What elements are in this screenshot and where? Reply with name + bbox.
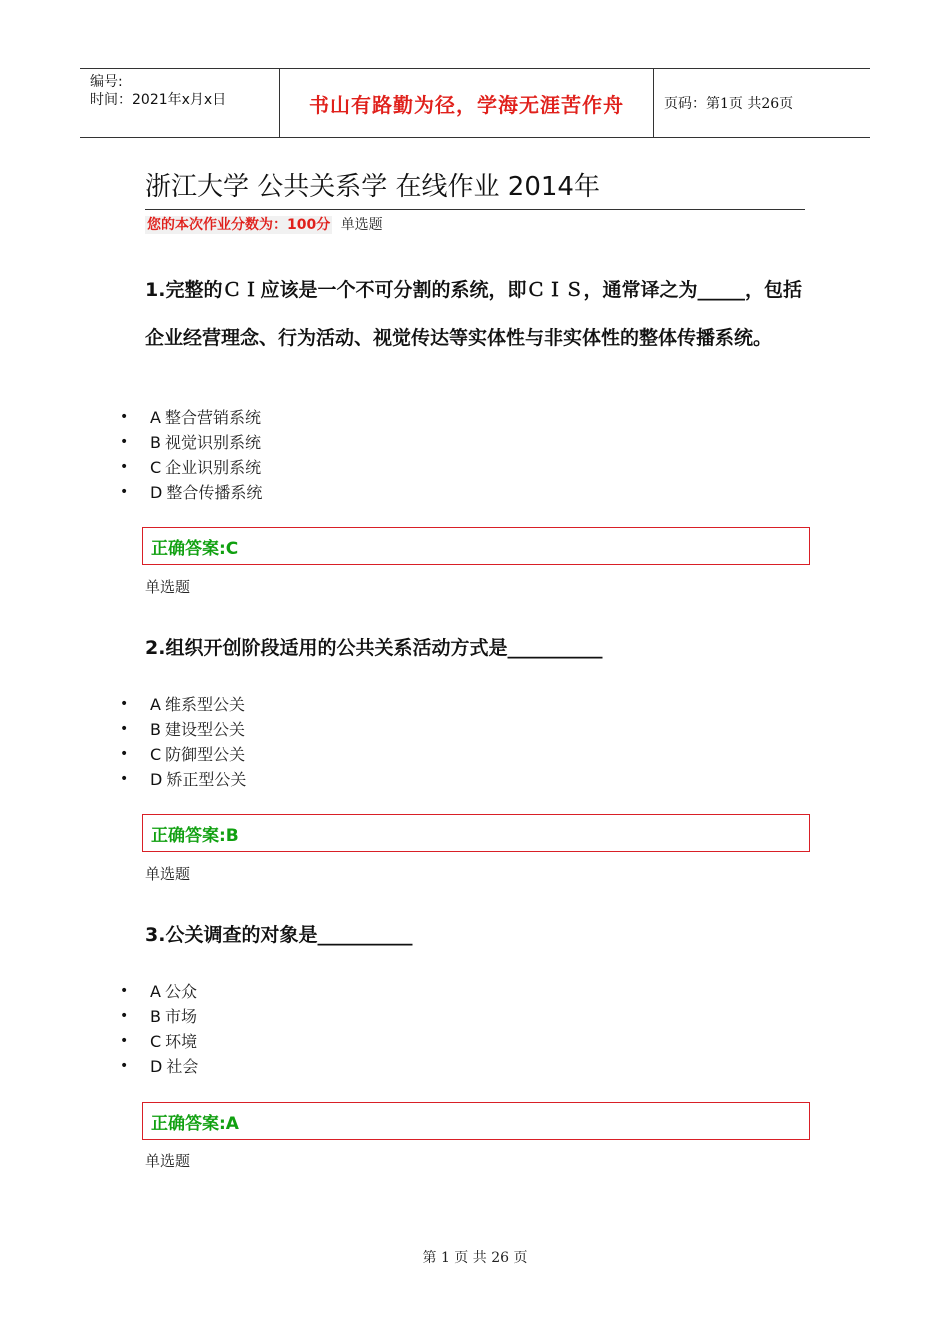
option-text: 企业识别系统 bbox=[165, 458, 262, 477]
option-item[interactable] bbox=[120, 1054, 198, 1079]
option-text: 矫正型公关 bbox=[166, 770, 247, 789]
option-text: 防御型公关 bbox=[165, 745, 246, 764]
option-item[interactable] bbox=[120, 430, 262, 455]
header-number: 编号: bbox=[90, 74, 123, 90]
option-item[interactable] bbox=[120, 717, 246, 742]
question-1-options bbox=[120, 405, 262, 505]
page-header bbox=[80, 68, 870, 138]
option-item[interactable] bbox=[120, 1004, 198, 1029]
score-text: 您的本次作业分数为：100分 bbox=[147, 217, 331, 233]
option-item[interactable] bbox=[120, 405, 262, 430]
question-3-text: 3.公关调查的对象是__________ bbox=[145, 924, 413, 946]
header-time: 时间：2021年x月x日 bbox=[90, 92, 227, 108]
question-type-label: 单选题 bbox=[145, 1152, 191, 1170]
option-item[interactable] bbox=[120, 455, 262, 480]
option-item[interactable] bbox=[120, 742, 246, 767]
bullet-icon: • bbox=[120, 459, 129, 475]
header-motto: 书山有路勤为径，学海无涯苦作舟 bbox=[280, 69, 654, 137]
option-letter: B bbox=[150, 433, 161, 452]
option-letter: C bbox=[150, 745, 162, 764]
bullet-icon: • bbox=[120, 1008, 129, 1024]
answer-box-1: 正确答案:C bbox=[142, 527, 810, 565]
question-2-text: 2.组织开创阶段适用的公共关系活动方式是__________ bbox=[145, 637, 603, 659]
option-letter: D bbox=[150, 770, 163, 789]
option-text: 维系型公关 bbox=[164, 695, 245, 714]
option-letter: A bbox=[150, 982, 161, 1001]
page-footer: 第 1 页 共 26 页 bbox=[422, 1250, 528, 1266]
score-line bbox=[145, 214, 383, 234]
bullet-icon: • bbox=[120, 1058, 129, 1074]
option-text: 视觉识别系统 bbox=[164, 433, 261, 452]
question-type-label: 单选题 bbox=[145, 865, 191, 883]
bullet-icon: • bbox=[120, 409, 129, 425]
bullet-icon: • bbox=[120, 983, 129, 999]
answer-box-3: 正确答案:A bbox=[142, 1102, 810, 1140]
question-type-label: 单选题 bbox=[340, 217, 383, 233]
question-3-options bbox=[120, 979, 198, 1079]
header-meta bbox=[80, 69, 280, 137]
question-type-label: 单选题 bbox=[145, 578, 191, 596]
option-letter: D bbox=[150, 1057, 163, 1076]
question-1-text: 1.完整的ＣＩ应该是一个不可分割的系统，即ＣＩＳ，通常译之为_____，包括企业经营理念、行为活动、视觉传达等实体性与非实体性的整体传播系统。 bbox=[145, 279, 802, 349]
bullet-icon: • bbox=[120, 696, 129, 712]
option-letter: C bbox=[150, 458, 162, 477]
option-item[interactable] bbox=[120, 692, 246, 717]
option-text: 社会 bbox=[166, 1057, 199, 1076]
bullet-icon: • bbox=[120, 721, 129, 737]
option-letter: B bbox=[150, 1007, 161, 1026]
option-letter: C bbox=[150, 1032, 162, 1051]
option-text: 市场 bbox=[164, 1007, 197, 1026]
bullet-icon: • bbox=[120, 434, 129, 450]
question-2-options bbox=[120, 692, 246, 792]
option-text: 整合传播系统 bbox=[166, 483, 263, 502]
bullet-icon: • bbox=[120, 771, 129, 787]
bullet-icon: • bbox=[120, 746, 129, 762]
option-text: 整合营销系统 bbox=[164, 408, 261, 427]
option-item[interactable] bbox=[120, 1029, 198, 1054]
option-text: 建设型公关 bbox=[164, 720, 245, 739]
option-letter: A bbox=[150, 695, 161, 714]
answer-box-2: 正确答案:B bbox=[142, 814, 810, 852]
option-letter: D bbox=[150, 483, 163, 502]
bullet-icon: • bbox=[120, 484, 129, 500]
option-item[interactable] bbox=[120, 480, 262, 505]
option-letter: A bbox=[150, 408, 161, 427]
option-item[interactable] bbox=[120, 767, 246, 792]
option-item[interactable] bbox=[120, 979, 198, 1004]
bullet-icon: • bbox=[120, 1033, 129, 1049]
option-text: 公众 bbox=[164, 982, 197, 1001]
option-letter: B bbox=[150, 720, 161, 739]
header-page-info: 页码：第1页 共26页 bbox=[664, 96, 794, 112]
option-text: 环境 bbox=[165, 1032, 198, 1051]
document-title: 浙江大学 公共关系学 在线作业 2014年 bbox=[145, 166, 805, 210]
